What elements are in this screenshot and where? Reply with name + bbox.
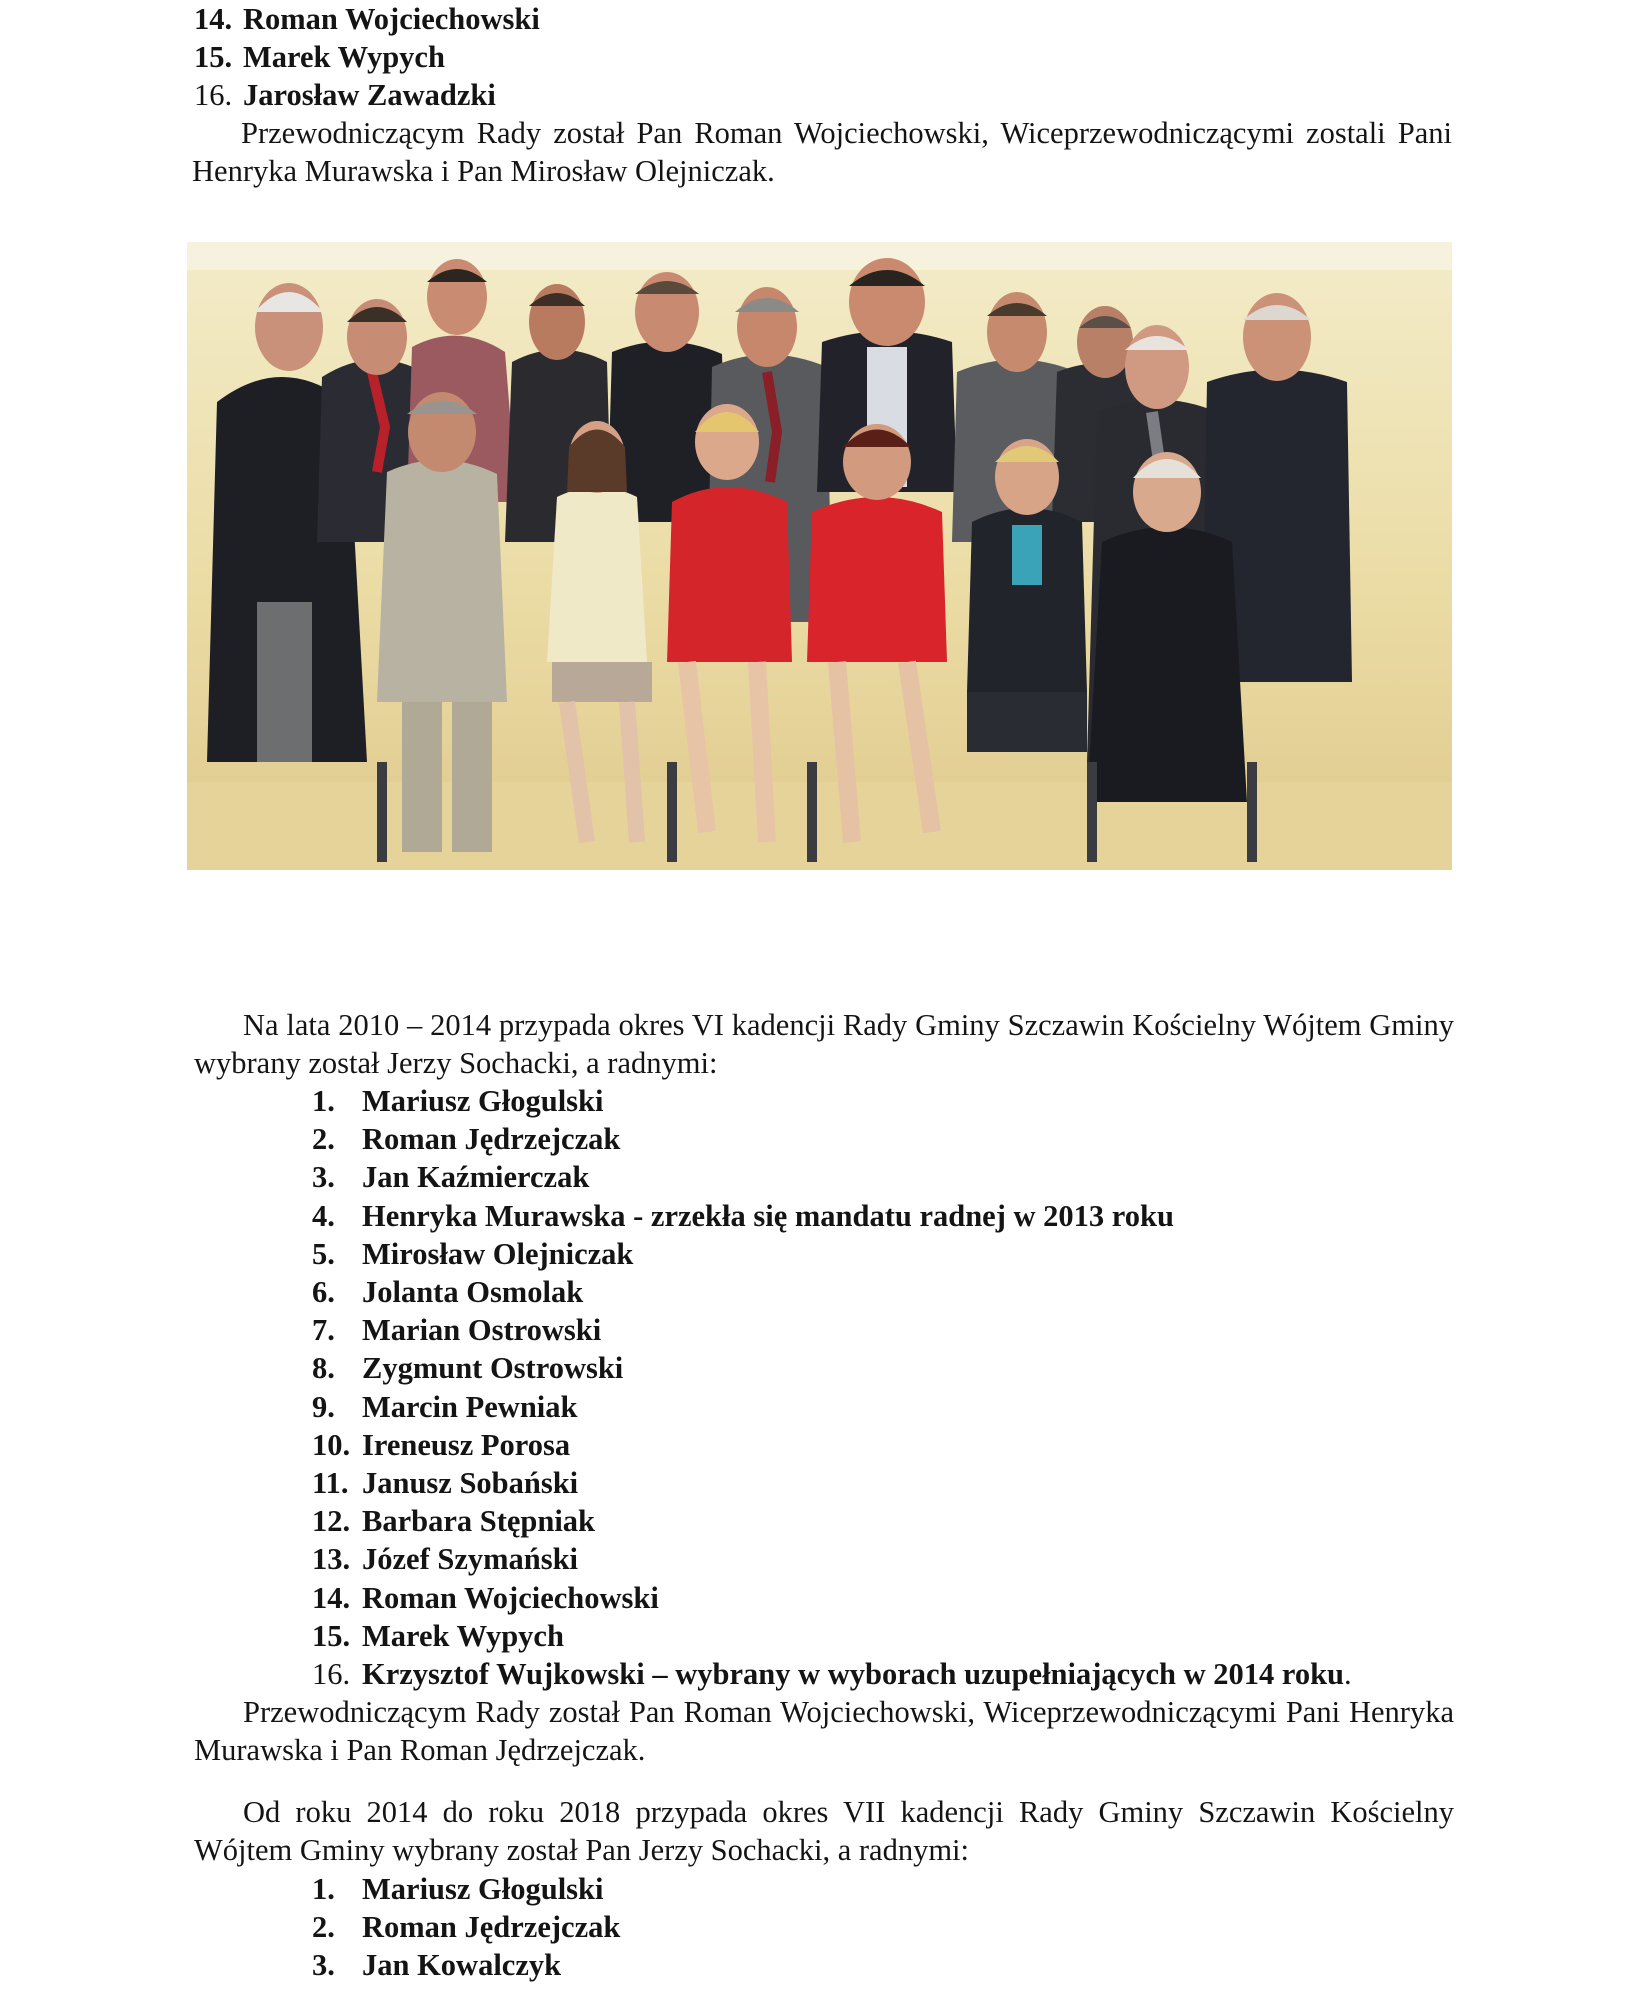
- term7-members: [194, 1870, 1454, 1985]
- list-item: [194, 1617, 1454, 1655]
- list-item: [194, 1540, 1454, 1578]
- term6-members-block: [194, 1082, 1454, 1693]
- council-group-photo: [187, 242, 1452, 870]
- member-name: Jarosław Zawadzki: [243, 78, 496, 113]
- item-number: 10.: [312, 1427, 351, 1462]
- term7-members-block: [194, 1870, 1454, 1985]
- member-name: Jan Kaźmierczak: [362, 1160, 590, 1195]
- member-name: Ireneusz Porosa: [362, 1427, 571, 1462]
- item-number: 8.: [312, 1351, 335, 1386]
- member-name: Marek Wypych: [362, 1618, 564, 1653]
- member-name: Józef Szymański: [362, 1542, 579, 1577]
- previous-term-list-tail: [194, 0, 1454, 115]
- leadership-paragraph: Przewodniczącym Rady został Pan Roman Wojciechowski, Wiceprzewodniczącymi zostali Pani Henryka Murawska i Pan Mirosław Olejniczak.: [192, 116, 1452, 189]
- list-item: [194, 1388, 1454, 1426]
- item-number: 14.: [194, 2, 233, 36]
- previous-term-leadership: [192, 114, 1452, 190]
- member-name: Henryka Murawska - zrzekła się mandatu radnej w 2013 roku: [362, 1198, 1174, 1233]
- item-number: 16.: [194, 78, 233, 113]
- previous-term-members: [194, 0, 1454, 115]
- list-item: [194, 1082, 1454, 1120]
- member-name: Krzysztof Wujkowski – wybrany w wyborach uzupełniających w 2014 roku: [362, 1657, 1345, 1692]
- item-number: 1.: [312, 1084, 335, 1118]
- member-name: Roman Jędrzejczak: [362, 1122, 621, 1157]
- member-name: Roman Wojciechowski: [362, 1580, 659, 1615]
- list-item: [194, 1197, 1454, 1235]
- list-item: [194, 1120, 1454, 1158]
- member-name: Marek Wypych: [243, 40, 445, 75]
- item-number: 12.: [312, 1504, 351, 1539]
- member-name: Jolanta Osmolak: [362, 1275, 584, 1310]
- group-photo-icon: [187, 242, 1452, 870]
- member-name: Barbara Stępniak: [362, 1504, 596, 1539]
- member-name: Mirosław Olejniczak: [362, 1236, 634, 1271]
- term7-intro: Od roku 2014 do roku 2018 przypada okres VII kadencji Rady Gminy Szczawin Kościelny Wójtem Gminy wybrany został Pan Jerzy Sochacki, a radnymi:: [194, 1795, 1454, 1868]
- member-name: Zygmunt Ostrowski: [362, 1351, 624, 1386]
- item-number: 13.: [312, 1542, 351, 1577]
- item-number: 1.: [312, 1872, 335, 1906]
- member-name: Jan Kowalczyk: [362, 1948, 562, 1983]
- item-number: 15.: [194, 40, 233, 75]
- list-item: [194, 1579, 1454, 1617]
- list-item: [194, 1235, 1454, 1273]
- list-item: [194, 1273, 1454, 1311]
- term6-members: [194, 1082, 1454, 1693]
- list-item: [194, 38, 1454, 76]
- item-number: 7.: [312, 1313, 335, 1348]
- term6-leadership: [194, 1693, 1454, 1769]
- list-item: [194, 1426, 1454, 1464]
- term6-closing: Przewodniczącym Rady został Pan Roman Wojciechowski, Wiceprzewodniczącymi Pani Henryka Murawska i Pan Roman Jędrzejczak.: [194, 1695, 1454, 1768]
- list-item: [194, 1870, 1454, 1908]
- item-number: 2.: [312, 1910, 335, 1945]
- term6-section: [194, 1006, 1454, 1082]
- item-number: 16.: [312, 1657, 351, 1692]
- member-name: Roman Jędrzejczak: [362, 1910, 621, 1945]
- member-name: Mariusz Głogulski: [362, 1084, 604, 1118]
- list-item: [194, 1946, 1454, 1984]
- member-name: Janusz Sobański: [362, 1466, 579, 1501]
- item-number: 6.: [312, 1275, 335, 1310]
- item-number: 4.: [312, 1198, 335, 1233]
- member-name: Roman Wojciechowski: [243, 2, 540, 36]
- list-item: [194, 1349, 1454, 1387]
- list-item: [194, 0, 1454, 38]
- item-number: 9.: [312, 1389, 335, 1424]
- item-number: 3.: [312, 1160, 335, 1195]
- member-suffix: .: [1344, 1657, 1352, 1692]
- list-item: [194, 1908, 1454, 1946]
- term7-section: [194, 1793, 1454, 1869]
- list-item: [194, 1655, 1454, 1693]
- member-name: Marcin Pewniak: [362, 1389, 578, 1424]
- member-name: Marian Ostrowski: [362, 1313, 602, 1348]
- list-item: [194, 1311, 1454, 1349]
- item-number: 15.: [312, 1618, 351, 1653]
- list-item: [194, 1464, 1454, 1502]
- term6-intro: Na lata 2010 – 2014 przypada okres VI kadencji Rady Gminy Szczawin Kościelny Wójtem Gminy wybrany został Jerzy Sochacki, a radnymi:: [194, 1008, 1454, 1081]
- item-number: 14.: [312, 1580, 351, 1615]
- list-item: [194, 76, 1454, 114]
- list-item: [194, 1158, 1454, 1196]
- list-item: [194, 1502, 1454, 1540]
- item-number: 5.: [312, 1236, 335, 1271]
- item-number: 2.: [312, 1122, 335, 1157]
- member-name: Mariusz Głogulski: [362, 1872, 604, 1906]
- item-number: 11.: [312, 1466, 349, 1501]
- item-number: 3.: [312, 1948, 335, 1983]
